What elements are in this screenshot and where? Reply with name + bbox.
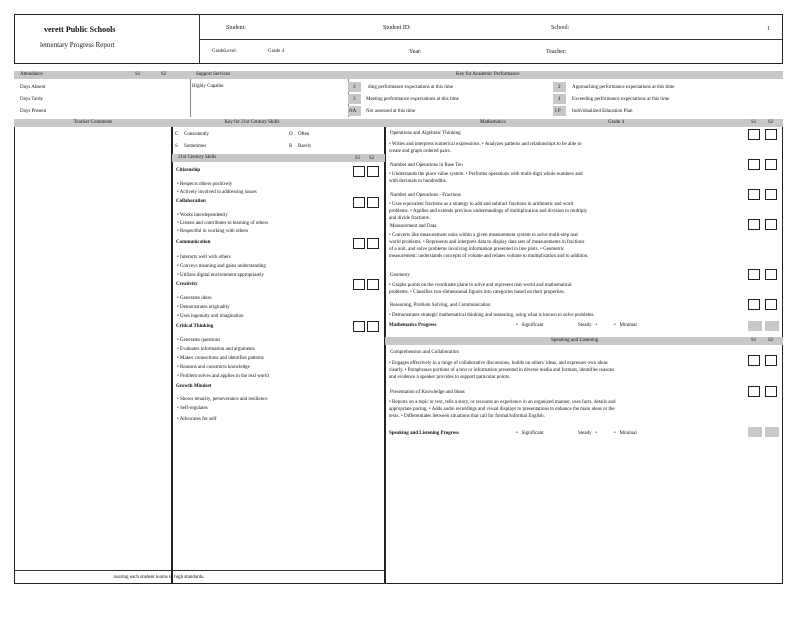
skill-item: • Problem solves and applies in the real world [177,374,269,379]
skill-s2-box[interactable] [367,197,379,208]
skill-s1-box[interactable] [353,279,365,290]
speaking-section-text: • Engages effectively in a range of collaborative discussions, builds on others' ideas, and expresses own ideas clearly. • Paraphrases portions of a text or information presented in diverse media and formats, identifies reasons and evidence a speaker provides to support particular points. [389,361,615,380]
math-section-text: • Converts like measurement units within a given measurement system to solve multi-step real world problems. • Represents and interprets data to display data sets of measurements in fractions of a unit, and solve problems involving information presented in line plots. • Geometric measurement: understands concepts of volume and relates volume to multiplication and to addition. [389,233,589,259]
speaking-progress-steady[interactable]: Steady • [578,431,598,436]
skill-group-title: Growth Mindset [176,384,212,389]
skill-s1-box[interactable] [353,321,365,332]
skills-21-title: 21st Century Skills [178,155,217,160]
math-s1-box[interactable] [748,159,760,170]
skill-s2-box[interactable] [367,238,379,249]
attendance-s1: S1 [135,72,141,77]
skill-group-title: Collaboration [176,199,206,204]
speaking-s1-box[interactable] [748,386,760,397]
attendance-row: Days Absent [20,85,46,90]
skill-item: • Generates questions [177,338,221,343]
math-section-title: Number and Operations - Fractions [390,193,461,198]
divider [199,39,783,40]
speaking-s1: S1 [751,338,757,343]
math-s1-box[interactable] [748,219,760,230]
math-s1-box[interactable] [748,299,760,310]
grade-level-value: Grade 4 [268,49,284,54]
skill-s1-box[interactable] [353,166,365,177]
attendance-row: Days Present [20,109,47,114]
school-label: School: [551,25,570,31]
math-s2: S2 [768,120,774,125]
speaking-s2: S2 [768,338,774,343]
key-text: Meeting performance expectations at this time [366,97,459,102]
key-21-code: O [289,132,293,137]
skill-item: • Respects others positively [177,182,233,187]
year-label: Year: [409,49,422,55]
math-s1-box[interactable] [748,129,760,140]
math-s2-box[interactable] [765,129,777,140]
math-section-text: • Understands the place value system. • Performs operations with multi-digit whole numbers and with decimals to hundredths. [389,172,583,184]
math-s1-box[interactable] [748,189,760,200]
speaking-s1-box[interactable] [748,355,760,366]
skill-item: • Reasons and constructs knowledge [177,365,250,370]
report-title: lementary Progress Report [40,41,115,49]
skill-item: • Generates ideas [177,296,212,301]
math-section-text: • Writes and interprets numerical expressions. • Analyzes patterns and relationships to be able to create and graph ordered pairs. [389,142,582,154]
skill-item: • Shows tenacity, perseverance and resilience [177,397,268,402]
math-s2-box[interactable] [765,269,777,280]
skill-item: • Self-regulates [177,406,208,411]
key-text: Approaching performance expectations at this time [572,85,675,90]
speaking-progress-s1-cell [748,427,762,437]
math-progress-label: Mathematics Progress [389,323,437,328]
key-code: 3 [353,85,356,90]
skill-s1-box[interactable] [353,197,365,208]
math-section-title: Operations and Algebraic Thinking [390,131,461,136]
key-academic-title: Key for Academic Performance [456,72,520,77]
key-text: Individualized Education Plan [572,109,633,114]
speaking-progress-minimal[interactable]: • Minimal [614,431,637,436]
skill-group-title: Critical Thinking [176,324,214,329]
teacher-label: Teacher: [546,49,567,55]
page-number: 1 [767,26,770,32]
attendance-title: Attendance [20,72,43,77]
skill-item: • Demonstrates originality [177,305,230,310]
math-section-text: • Graphs points on the coordinate plane to solve and represent real-world and mathematical problems. • Classifies two-dimensional figures into categories based on their properties. [389,283,572,295]
math-s1-box[interactable] [748,269,760,280]
key-21-text: Sometimes [184,144,207,149]
skill-s2-box[interactable] [367,166,379,177]
key-21-title: Key for 21st Century Skills [224,120,280,125]
math-section-text: • Uses equivalent fractions as a strategy to add and subtract fractions in arithmetic and word problems. • Applies and extends previous understandings of multiplication and division to multiply and divide fractions. [389,202,588,221]
math-progress-minimal[interactable]: • Minimal [614,323,637,328]
math-header-bar [385,119,783,127]
math-s2-box[interactable] [765,189,777,200]
math-section-title: Geometry [390,273,410,278]
key-21-code: R [289,144,293,149]
math-progress-s2-cell [765,321,779,331]
key-text: ding performance expectations at this time [368,85,454,90]
student-id-label: Student ID: [383,25,411,31]
key-21-text: Consistently [184,132,210,137]
math-grade-label: Grade 4 [608,120,624,125]
skill-group-title: Creativity [176,282,198,287]
speaking-section-title: Comprehension and Collaboration [390,350,459,355]
math-progress-significant[interactable]: • Significant [516,323,544,328]
speaking-s2-box[interactable] [765,355,777,366]
math-progress-s1-cell [748,321,762,331]
skill-item: • Actively involved in addressing issues [177,190,257,195]
key-21-text: Often [298,132,310,137]
divider [190,79,191,117]
math-section-title: Reasoning, Problem Solving, and Communication [390,303,491,308]
skill-group-title: Communication [176,240,211,245]
key-code: 3 [353,97,356,102]
skill-s1-box[interactable] [353,238,365,249]
math-progress-steady[interactable]: Steady • [578,323,598,328]
speaking-progress-label: Speaking and Listening Progress [389,431,459,436]
skill-item: • Interacts well with others [177,255,231,260]
skills-21-s2: S2 [369,156,375,161]
teacher-comments-box[interactable] [14,119,172,584]
key-code: I P [555,109,561,114]
teacher-comments-title: Teacher Comments [73,120,113,125]
speaking-section-text: • Reports on a topic or text, tells a story, or recounts an experience in an organized manner, uses facts, details and appropriate pacing. • Adds audio recordings and visual displays to presentations to enhance the main ideas or the texts. • Differentiates between situations that call for formal/informal English. [389,400,616,419]
skill-item: • Makes connections and identifies patterns [177,356,264,361]
speaking-title: Speaking and Listening [551,338,599,343]
footer-motto: nsuring each student learns to high standards. [113,575,205,580]
skill-item: • Listens and contributes to learning of others [177,221,269,226]
attendance-row: Days Tardy [20,97,44,102]
key-code: 2 [558,85,561,90]
skill-item: • Evaluates information and arguments [177,347,255,352]
skill-group-title: Citizenship [176,168,201,173]
grade-level-label: GradeLevel: [212,49,237,54]
support-services-value: Highly Capable [192,84,224,89]
math-title: Mathematics [480,120,506,125]
skill-item: • Uses ingenuity and imagination [177,314,244,319]
math-s2-box[interactable] [765,219,777,230]
skill-s2-box[interactable] [367,279,379,290]
math-s1: S1 [751,120,757,125]
skill-item: • Utilizes digital environment appropriately [177,273,265,278]
skill-item: • Conveys meaning and gains understanding [177,264,266,269]
key-text: Exceeding performance expectations at this time [572,97,670,102]
support-services-title: Support Services [196,72,231,77]
skill-item: • Works interdependently [177,213,228,218]
math-section-title: Measurement and Data [390,224,437,229]
math-s2-box[interactable] [765,299,777,310]
math-section-title: Number and Operations in Base Ten [390,163,463,168]
math-section-text: • Demonstrates strategic mathematical thinking and reasoning, using what is known to solve problems. [389,313,595,318]
key-21-code: S [175,144,178,149]
attendance-s2: S2 [161,72,167,77]
school-name: verett Public Schools [44,25,116,34]
key-code: 4 [558,97,561,102]
attendance-header-bar [14,71,783,79]
math-s2-box[interactable] [765,159,777,170]
key-21-text: Rarely [298,144,312,149]
skill-item: • Advocates for self [177,417,217,422]
key-21-code: C [175,132,179,137]
skill-item: • Respectful in working with others [177,229,249,234]
speaking-section-title: Presentation of Knowledge and Ideas [390,390,465,395]
speaking-progress-s2-cell [765,427,779,437]
key-text: Not assessed at this time [366,109,416,114]
divider [14,570,385,571]
skill-s2-box[interactable] [367,321,379,332]
speaking-progress-significant[interactable]: • Significant [516,431,544,436]
student-label: Student: [226,25,247,31]
skills-21-s1: S1 [355,156,361,161]
speaking-s2-box[interactable] [765,386,777,397]
key-code: NA [349,109,357,114]
